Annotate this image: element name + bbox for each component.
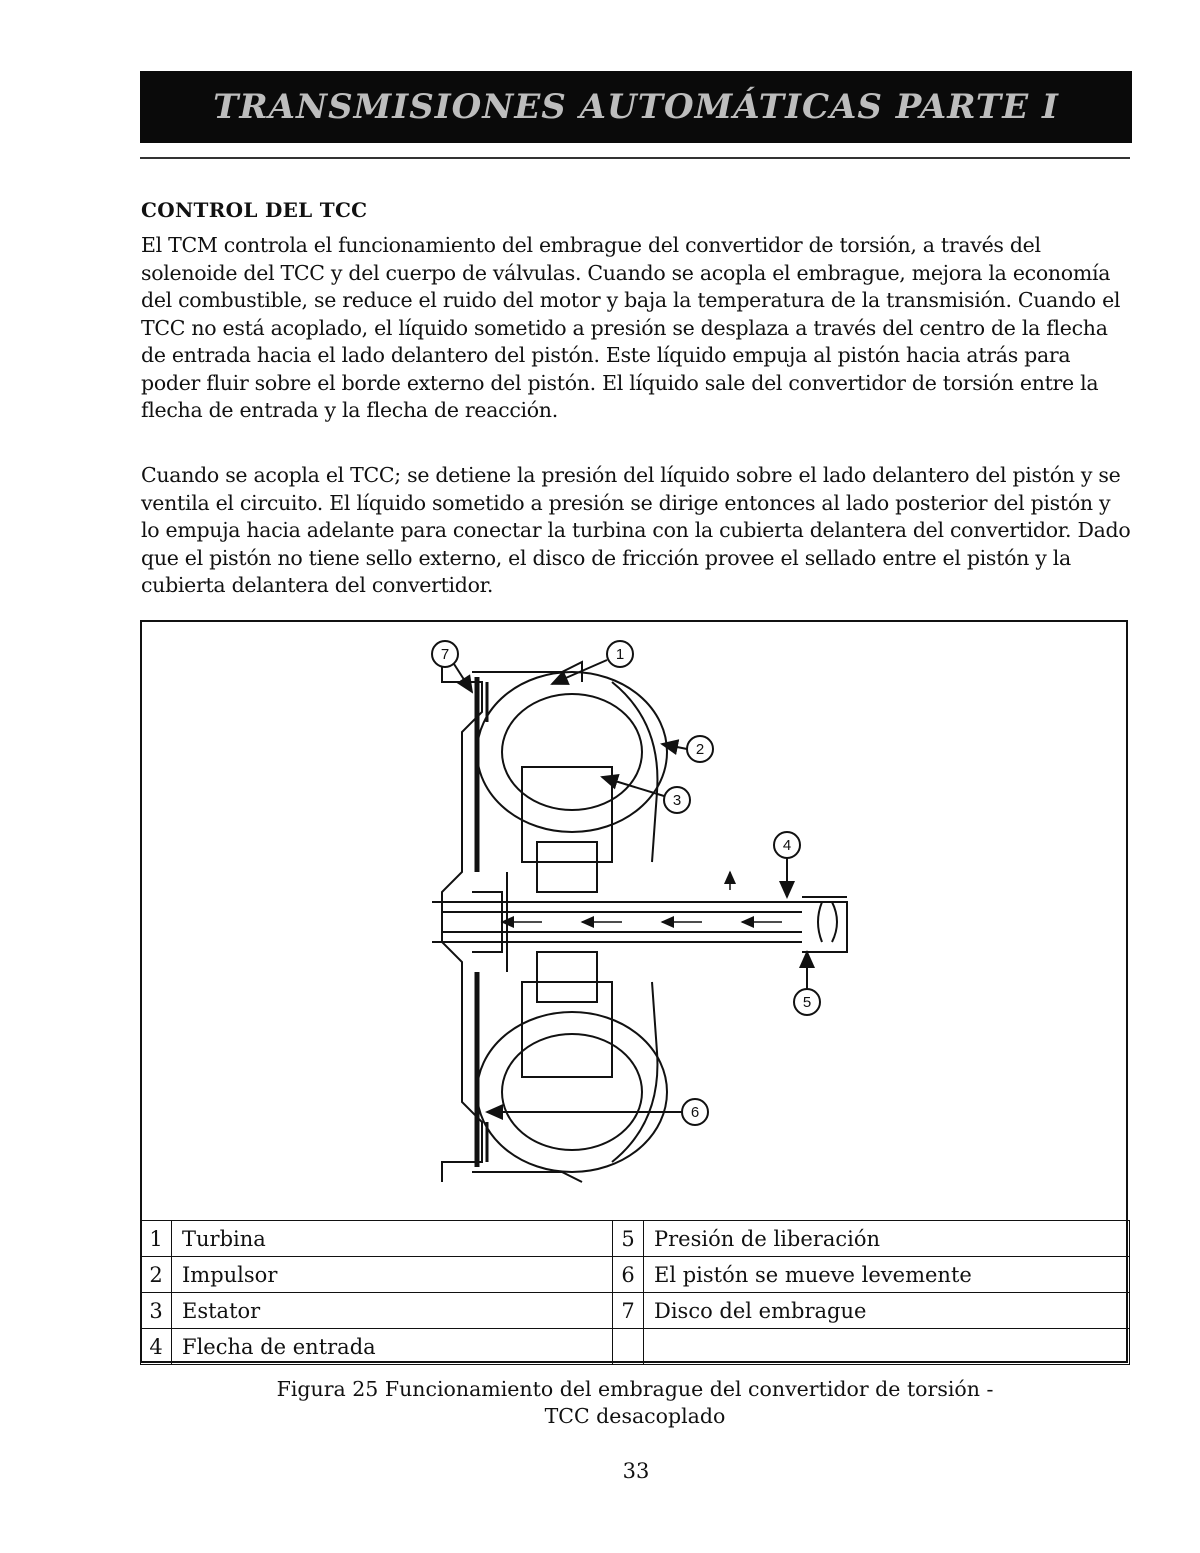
page-header-title: TRANSMISIONES AUTOMÁTICAS PARTE I xyxy=(213,87,1059,127)
figure-caption-line-2: TCC desacoplado xyxy=(544,1404,726,1428)
figure-caption xyxy=(140,1376,1130,1430)
torque-converter-diagram xyxy=(142,622,1128,1220)
page-number: 33 xyxy=(622,1459,650,1483)
callout-6: 6 xyxy=(690,1104,700,1121)
header-divider xyxy=(140,157,1130,159)
table-row: 4 Flecha de entrada xyxy=(141,1329,1130,1365)
figure-frame xyxy=(140,620,1128,1363)
body-paragraph-1: El TCM controla el funcionamiento del embrague del convertidor de torsión, a través del solenoide del TCC y del cuerpo de válvulas. Cuando se acopla el embrague, mejora la economía del combustible, se reduce el ruido del motor y baja la temperatura de la transmisión. Cuando el TCC no está acoplado, el líquido sometido a presión se desplaza a través del centro de la flecha de entrada hacia el lado delantero del pistón. Este líquido empuja al pistón hacia atrás para poder fluir sobre el borde externo del pistón. El líquido sale del convertidor de torsión entre la flecha de entrada y la flecha de reacción. xyxy=(141,233,1121,422)
callout-5: 5 xyxy=(802,994,812,1011)
table-row: 1 Turbina 5 Presión de liberación xyxy=(141,1221,1130,1257)
table-row: 3 Estator 7 Disco del embrague xyxy=(141,1293,1130,1329)
callout-3: 3 xyxy=(672,792,682,809)
callout-4: 4 xyxy=(782,837,792,854)
header-banner xyxy=(140,71,1132,143)
figure-caption-line-1: Figura 25 Funcionamiento del embrague del convertidor de torsión - xyxy=(276,1377,994,1401)
callout-2: 2 xyxy=(695,741,705,758)
figure-legend-table xyxy=(140,1220,1130,1365)
callout-1: 1 xyxy=(615,646,625,663)
section-heading: CONTROL DEL TCC xyxy=(141,198,368,222)
table-row: 2 Impulsor 6 El pistón se mueve levemente xyxy=(141,1257,1130,1293)
body-paragraph-2: Cuando se acopla el TCC; se detiene la presión del líquido sobre el lado delantero del pistón y se ventila el circuito. El líquido sometido a presión se dirige entonces al lado posterior del pistón y lo empuja hacia adelante para conectar la turbina con la cubierta delantera del convertidor. Dado que el pistón no tiene sello externo, el disco de fricción provee el sellado entre el pistón y la cubierta delantera del convertidor. xyxy=(141,463,1131,597)
callout-7: 7 xyxy=(440,646,450,663)
